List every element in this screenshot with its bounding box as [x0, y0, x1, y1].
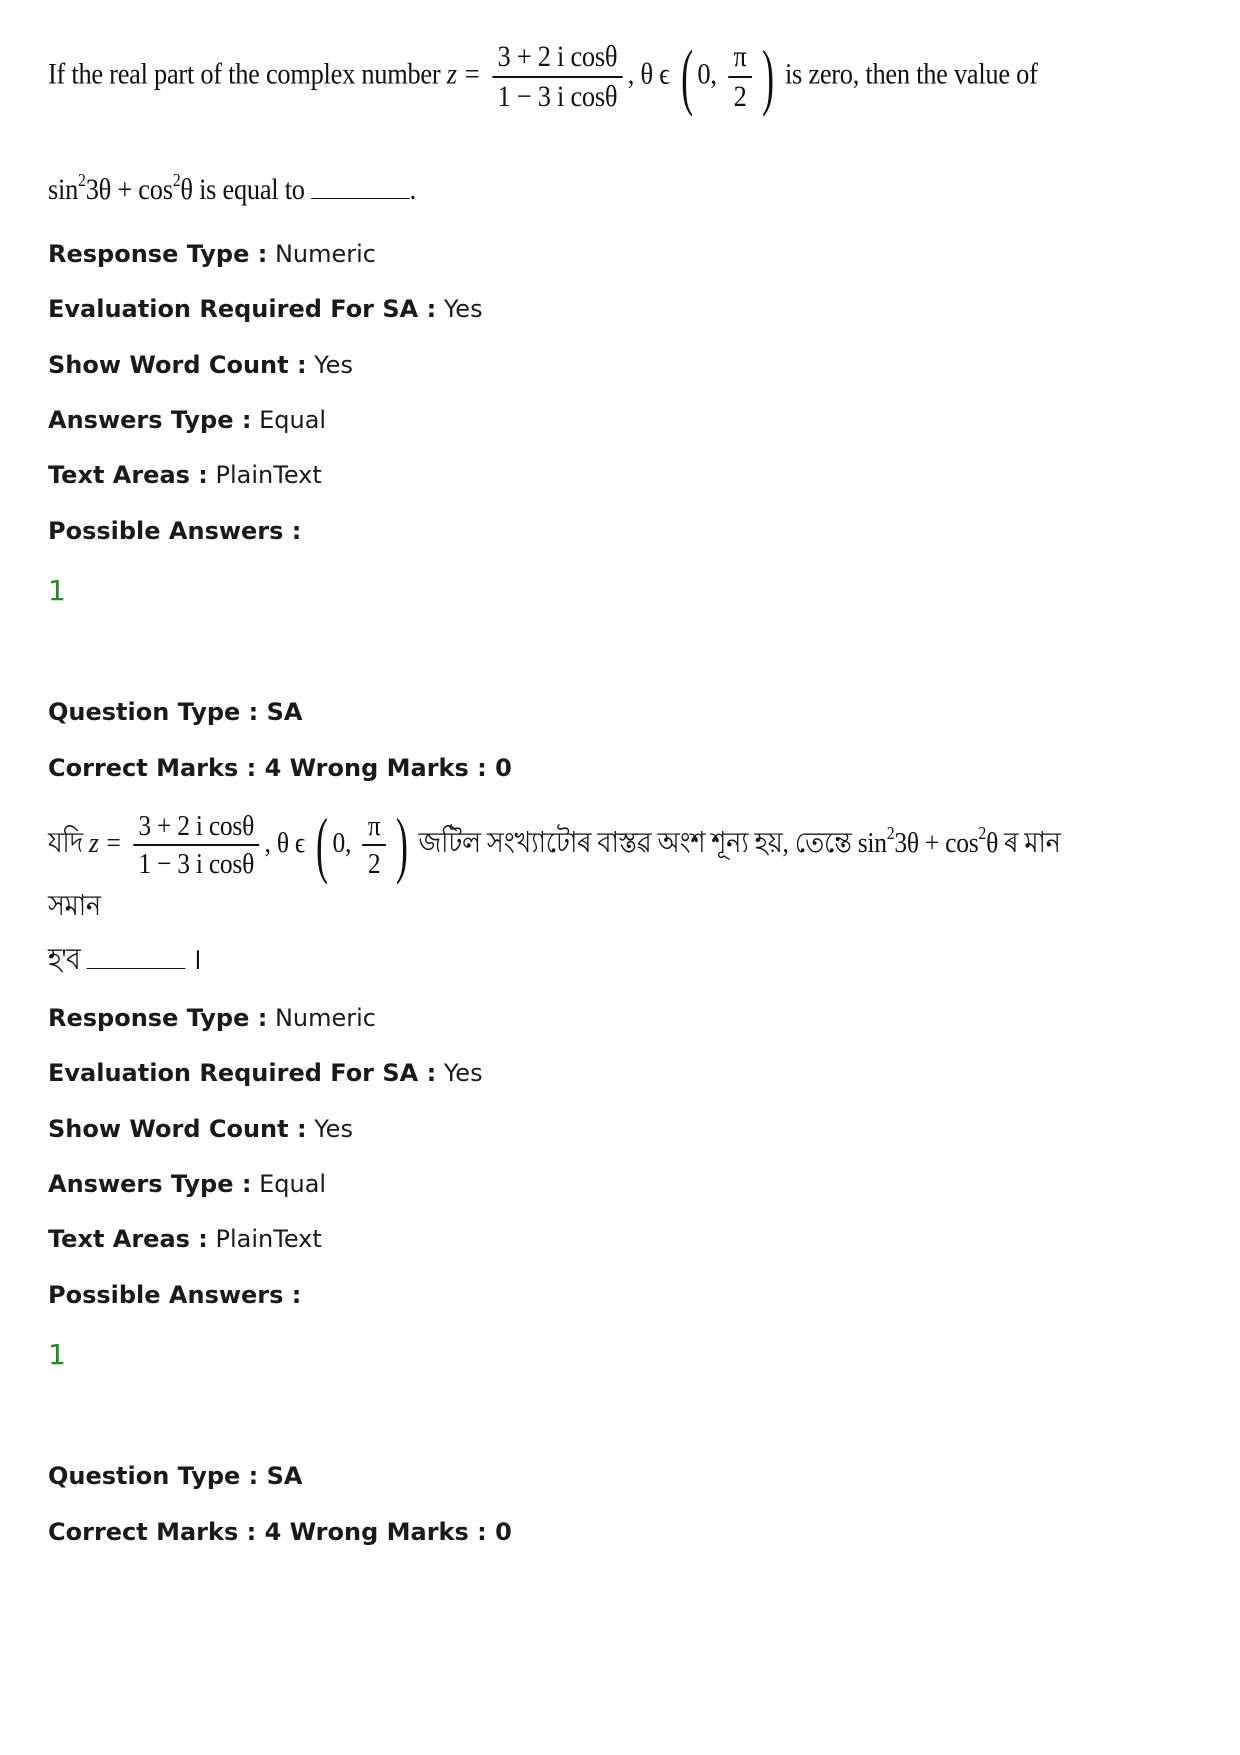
q2-text-c: θ ৰ মান সমান	[48, 826, 1061, 922]
q2-response-type: Response Type : Numeric	[48, 1004, 376, 1032]
q2-z-label: z =	[89, 826, 122, 859]
q2-pi-num: π	[363, 808, 386, 846]
q2-text-areas: Text Areas : PlainText	[48, 1225, 322, 1253]
q2-left-paren: (	[315, 804, 328, 887]
q1-frac-den: 1 − 3 i cosθ	[497, 79, 618, 113]
q2-right-paren: )	[395, 804, 408, 887]
q1-end: .	[409, 173, 416, 206]
q2-question-line2	[48, 935, 202, 986]
q1-z-label: z =	[446, 57, 481, 91]
q1-possible-answers-label: Possible Answers :	[48, 517, 302, 545]
q2-evaluation-required: Evaluation Required For SA : Yes	[48, 1059, 483, 1087]
q1-expr-a: sin	[48, 173, 79, 206]
q1-evaluation-required: Evaluation Required For SA : Yes	[48, 295, 483, 323]
q1-text-b: is zero, then the value of	[784, 57, 1038, 91]
q2-frac-den: 1 − 3 i cosθ	[138, 848, 255, 881]
q1-expr-c: θ is equal to	[180, 173, 305, 206]
q1-left-paren: (	[680, 35, 693, 118]
q1-theta-in: , θ ϵ	[627, 57, 670, 91]
q2-sup-a: 2	[886, 822, 895, 843]
q1-right-paren: )	[762, 35, 774, 118]
q1-sup-b: 2	[172, 170, 181, 190]
q1-possible-answer-value: 1	[48, 574, 66, 607]
q1-fraction	[492, 38, 622, 115]
q1-expr-b: 3θ + cos	[85, 173, 173, 206]
q2-sup-b: 2	[978, 822, 987, 843]
q2-text-a: জটিল সংখ্যাটোৰ বাস্তৱ অংশ শূন্য হয়, তেন্তে sin	[418, 826, 887, 859]
q2-pi-den: 2	[367, 848, 381, 881]
q1-pi-num: π	[728, 38, 752, 78]
q2-fraction	[133, 808, 259, 883]
q1-interval-a: 0,	[697, 57, 717, 91]
q1-pi-den: 2	[733, 79, 747, 113]
q1-show-word-count: Show Word Count : Yes	[48, 351, 353, 379]
q1-sup-a: 2	[78, 170, 86, 190]
q2-answer-blank	[87, 967, 186, 969]
q2-possible-answer-value: 1	[48, 1338, 66, 1371]
q2-question-type: Question Type : SA	[48, 698, 303, 726]
q1-text-a: If the real part of the complex number	[48, 57, 441, 91]
q2-end: ।	[191, 943, 202, 976]
q2-answers-type: Answers Type : Equal	[48, 1170, 327, 1198]
q2-line2: হ'ব	[48, 943, 81, 976]
q1-frac-num: 3 + 2 i cosθ	[492, 38, 622, 78]
q2-possible-answers-label: Possible Answers :	[48, 1281, 302, 1309]
q3-marks: Correct Marks : 4 Wrong Marks : 0	[48, 1518, 512, 1546]
q1-answer-blank	[311, 197, 410, 199]
q2-pi-fraction	[363, 808, 386, 883]
q1-text-areas: Text Areas : PlainText	[48, 461, 322, 489]
q2-frac-num: 3 + 2 i cosθ	[133, 808, 259, 846]
q2-prefix: যদি	[48, 826, 83, 859]
q1-question-line1	[48, 35, 1038, 118]
q1-answers-type: Answers Type : Equal	[48, 406, 327, 434]
q1-response-type: Response Type : Numeric	[48, 240, 376, 268]
q2-interval-a: 0,	[332, 826, 352, 859]
q1-pi-fraction	[728, 38, 752, 115]
q2-show-word-count: Show Word Count : Yes	[48, 1115, 353, 1143]
q3-question-type: Question Type : SA	[48, 1462, 303, 1490]
q2-marks: Correct Marks : 4 Wrong Marks : 0	[48, 754, 512, 782]
q1-question-line2	[48, 170, 416, 207]
q2-text-b: 3θ + cos	[894, 826, 979, 859]
q2-question-line1	[48, 804, 1097, 932]
q2-theta-in: , θ ϵ	[264, 826, 305, 859]
